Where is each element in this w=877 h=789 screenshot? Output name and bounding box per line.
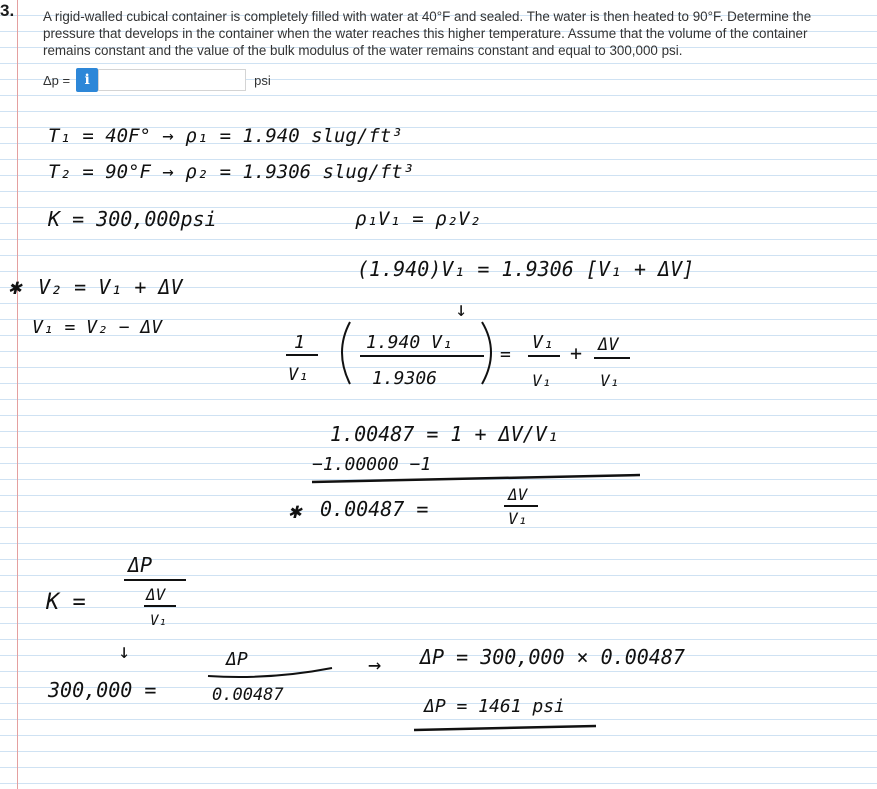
hw-down-arrow-1: ↓ [455, 297, 468, 321]
hw-eq1: 1.00487 = 1 + ΔV/V₁ [330, 422, 559, 446]
hw-final-answer: ΔP = 1461 psi [424, 696, 565, 717]
svg-text:=: = [500, 344, 511, 365]
answer-label: Δp = [43, 72, 71, 88]
hw-k-def-den-num: ΔV [146, 585, 166, 604]
hw-t1-line: T₁ = 40F° → ρ₁ = 1.940 slug/ft³ [48, 125, 403, 147]
hw-v1-def: V₁ = V₂ − ΔV [32, 317, 163, 338]
hw-subtract: −1.00000 −1 [312, 454, 432, 475]
hw-star-mark-2: ✱ [288, 499, 302, 524]
hw-frac-num: 1.940 V₁ [366, 332, 453, 353]
question-number: 3. [0, 1, 15, 20]
hw-star-mark-1: ✱ [8, 275, 22, 300]
hw-subtract-line [312, 475, 640, 482]
hw-down-arrow-2: ↓ [118, 639, 131, 663]
hw-k-def-lhs: K = [46, 590, 86, 615]
hw-result-lhs: 0.00487 = [320, 497, 429, 521]
hw-divide-num: 1 [294, 332, 305, 353]
hw-rhs-a-num: V₁ [532, 332, 554, 353]
hw-k-sub-num: ΔP [226, 649, 248, 670]
hw-k-def-den-den: V₁ [150, 613, 167, 629]
hw-rhs-b-den: V₁ [600, 371, 620, 390]
hw-right-paren [482, 322, 491, 384]
hw-left-paren [342, 322, 350, 384]
hw-rhs-plus: + [570, 341, 583, 365]
hw-k-def-num: ΔP [128, 553, 153, 577]
hw-v2-def: V₂ = V₁ + ΔV [38, 275, 183, 299]
problem-statement: A rigid-walled cubical container is completely filled with water at 40°F and sealed. The water is then heated to 90°F. Determine the pressure that develops in the container when the water reaches this higher temperature. Assume that the volume of the container remains constant and the value of the bulk modulus of the water remains constant and equal to 300,000 psi. [43, 9, 812, 59]
hw-rhs-a-den: V₁ [532, 371, 552, 390]
hw-t2-line: T₂ = 90°F → ρ₂ = 1.9306 slug/ft³ [48, 161, 415, 183]
hw-k-sub-den: 0.00487 [212, 685, 284, 705]
answer-unit: psi [254, 72, 271, 88]
hw-arrow-right: → [368, 653, 382, 678]
hw-result-den: V₁ [508, 509, 528, 528]
hw-dp-calc: ΔP = 300,000 × 0.00487 [420, 645, 685, 669]
hw-divide-den: V₁ [288, 365, 309, 385]
hw-mass-balance: ρ₁V₁ = ρ₂V₂ [355, 208, 481, 230]
hw-substitution: (1.940)V₁ = 1.9306 [V₁ + ΔV] [357, 257, 695, 281]
hw-k-line: K = 300,000psi [48, 207, 217, 231]
hw-k-sub-lhs: 300,000 = [48, 678, 157, 702]
hw-result-num: ΔV [508, 485, 528, 504]
hw-rhs-b-num: ΔV [598, 335, 619, 355]
hw-final-underline [414, 726, 596, 730]
hw-frac-den: 1.9306 [372, 368, 438, 389]
info-icon[interactable]: i [76, 68, 98, 92]
